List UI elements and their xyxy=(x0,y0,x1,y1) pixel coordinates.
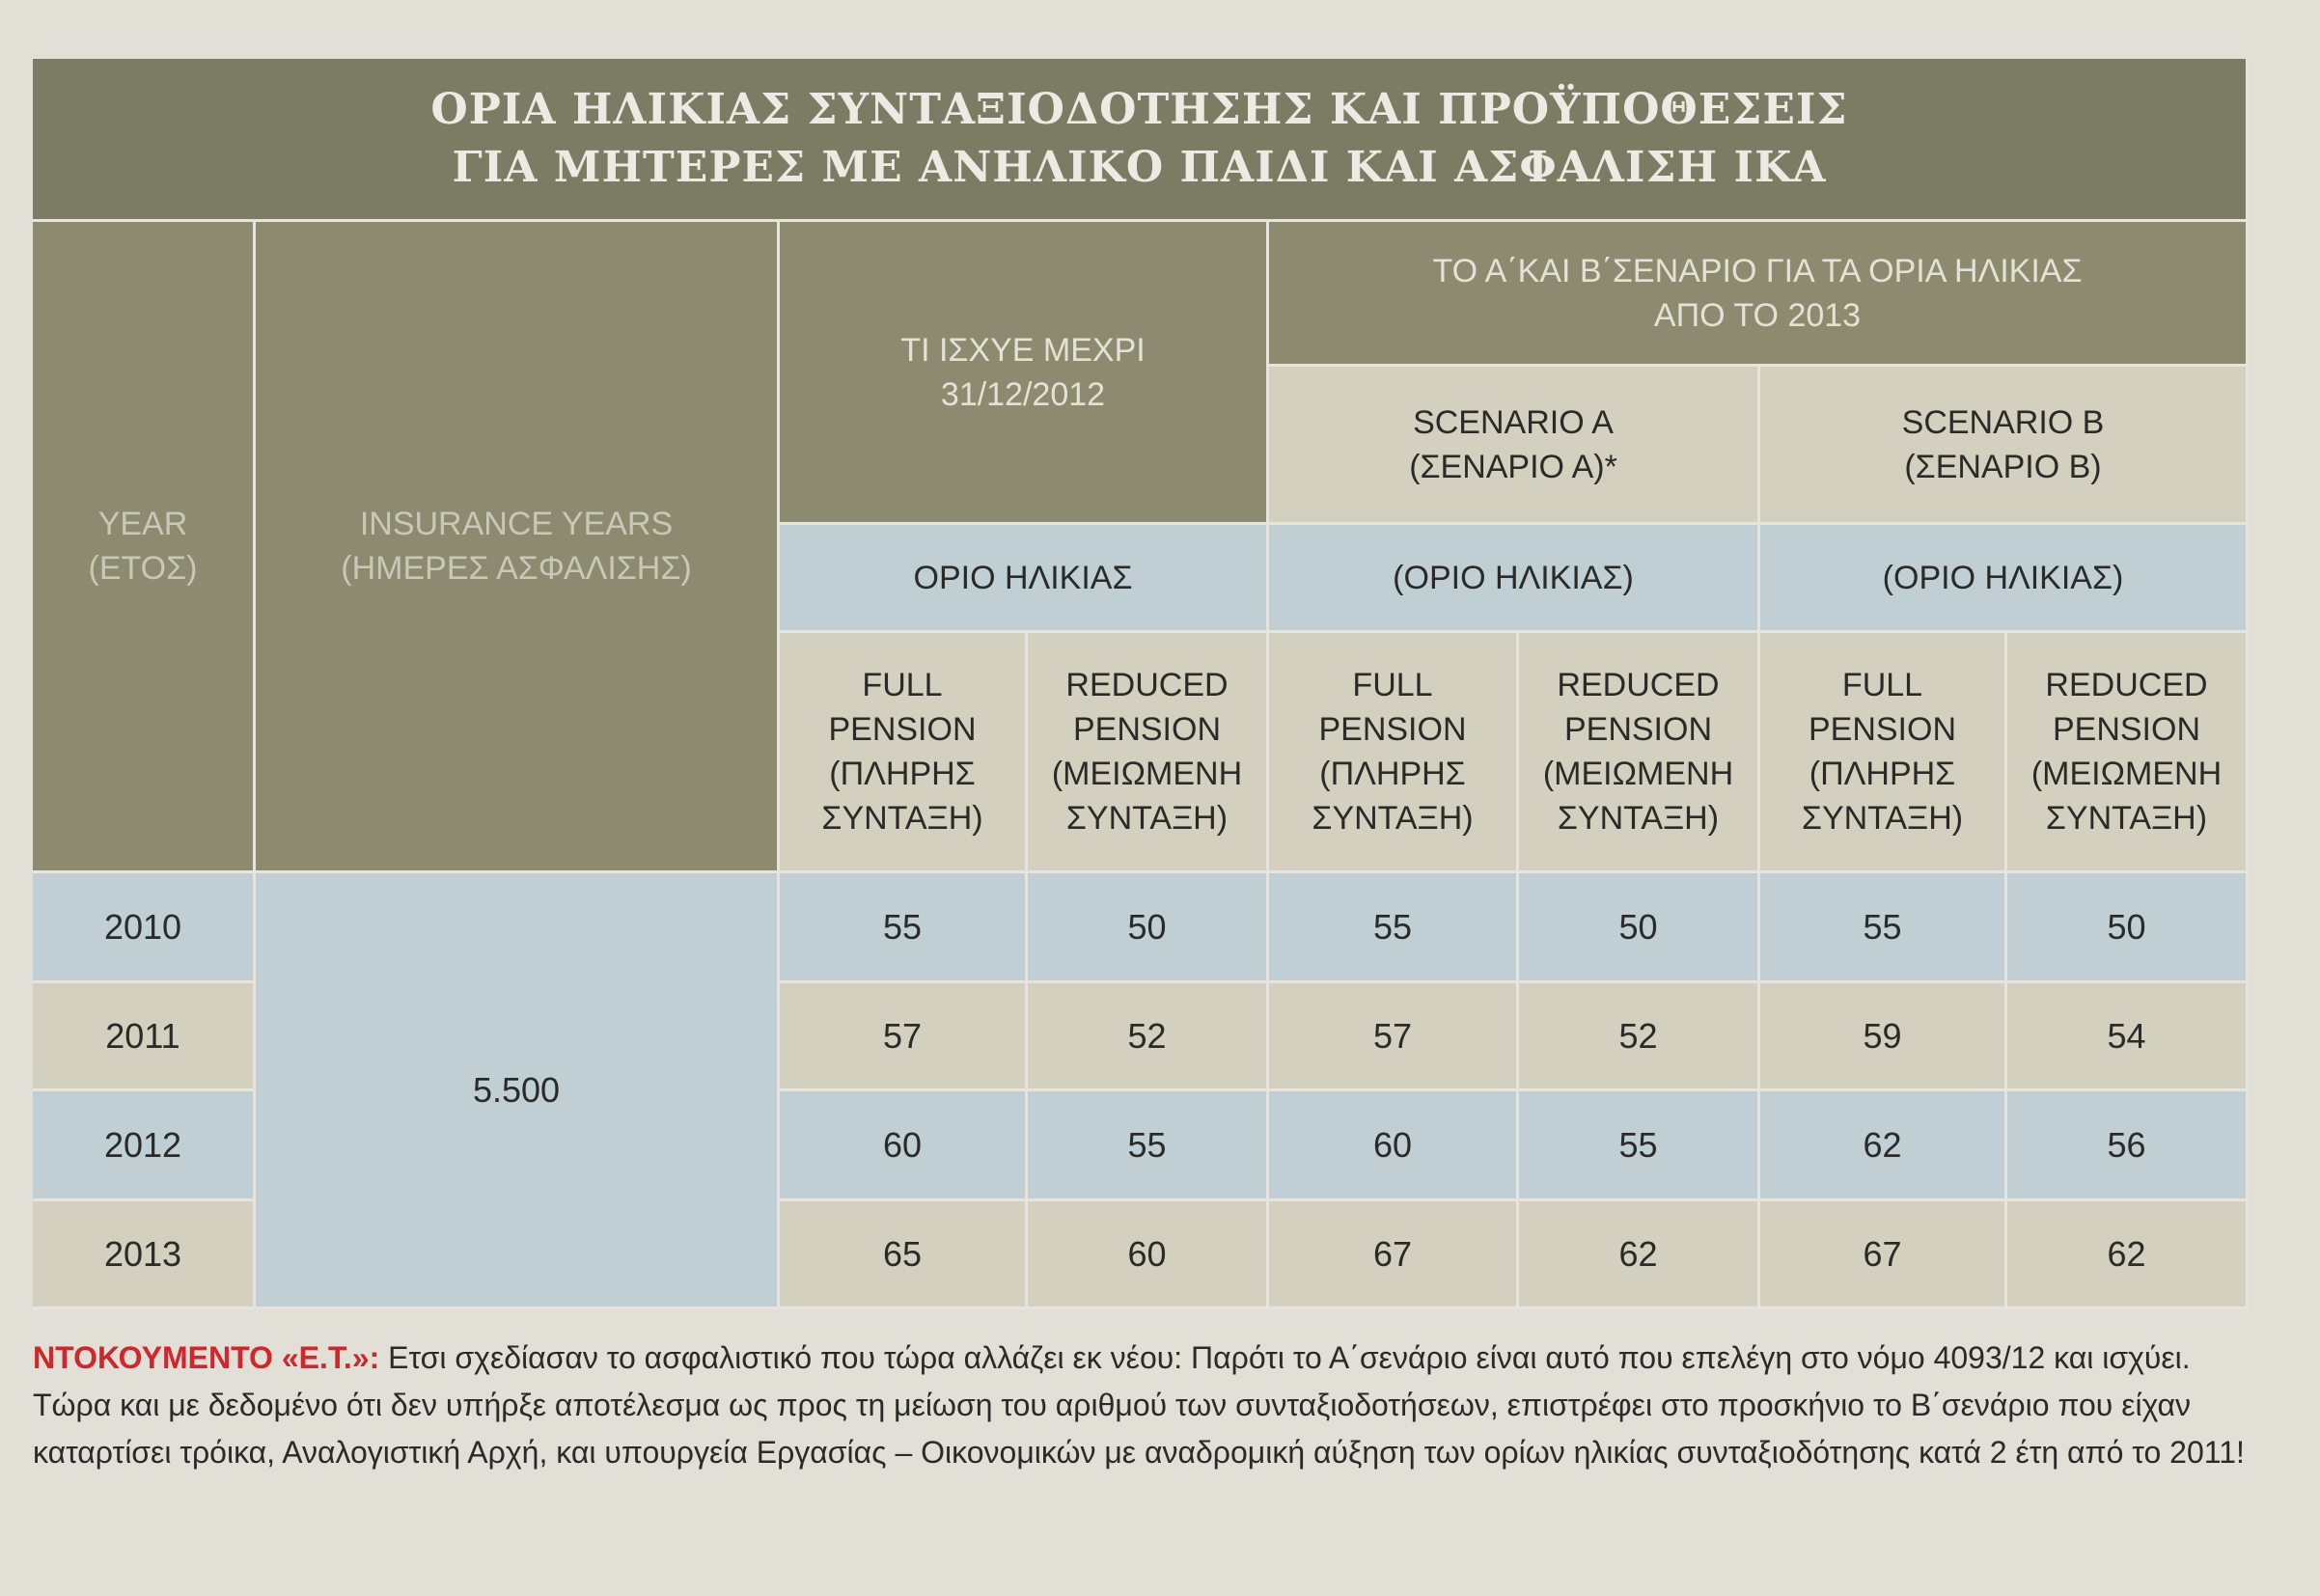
age-value-cell: 62 xyxy=(1519,1201,1760,1309)
header-year-gr: (ΕΤΟΣ) xyxy=(88,550,198,587)
year-cell: 2013 xyxy=(33,1201,256,1309)
header-line: ΣΥΝΤΑΞΗ) xyxy=(1801,800,1964,837)
age-limit-b xyxy=(1760,525,2249,633)
age-value-cell: 60 xyxy=(1028,1201,1269,1309)
header-scenarios-line2: ΑΠΟ ΤΟ 2013 xyxy=(1653,296,1862,334)
age-value-cell: 67 xyxy=(1760,1201,2007,1309)
header-scenario-b xyxy=(1760,367,2249,525)
age-value-cell: 57 xyxy=(780,983,1028,1091)
insurance-value-text: 5.500 xyxy=(472,1069,561,1110)
header-line: PENSION xyxy=(1808,711,1957,748)
header-line: ΣΥΝΤΑΞΗ) xyxy=(1065,800,1229,837)
header-line: FULL xyxy=(1841,667,1923,703)
age-value-cell: 50 xyxy=(1519,873,1760,983)
age-value-cell: 50 xyxy=(2007,873,2249,983)
header-line: ΣΥΝΤΑΞΗ) xyxy=(821,800,983,837)
age-limit-label: (ΟΡΙΟ ΗΛΙΚΙΑΣ) xyxy=(1393,559,1634,596)
header-line: REDUCED xyxy=(1065,667,1229,703)
header-insurance-en: INSURANCE YEARS xyxy=(359,506,674,542)
header-line: (ΜΕΙΩΜΕΝΗ xyxy=(1051,756,1243,792)
header-line: REDUCED xyxy=(2045,667,2208,703)
header-full-pension xyxy=(1760,633,2007,873)
age-limit-label: (ΟΡΙΟ ΗΛΙΚΙΑΣ) xyxy=(1882,559,2124,596)
insurance-years-value xyxy=(256,873,780,1309)
age-value-cell: 56 xyxy=(2007,1091,2249,1201)
header-line: REDUCED xyxy=(1557,667,1720,703)
header-scenarios-line1: ΤΟ Α΄ΚΑΙ Β΄ΣΕΝΑΡΙΟ ΓΙΑ ΤΑ ΟΡΙΑ ΗΛΙΚΙΑΣ xyxy=(1432,252,2083,289)
age-value-cell: 52 xyxy=(1028,983,1269,1091)
year-cell: 2010 xyxy=(33,873,256,983)
age-value-cell: 55 xyxy=(780,873,1028,983)
age-value-cell: 67 xyxy=(1269,1201,1519,1309)
header-line: PENSION xyxy=(1318,711,1467,748)
header-line: PENSION xyxy=(1072,711,1222,748)
header-reduced-pension xyxy=(2007,633,2249,873)
header-line: ΣΥΝΤΑΞΗ) xyxy=(1557,800,1720,837)
header-until-2012 xyxy=(780,222,1269,525)
header-line: (ΠΛΗΡΗΣ xyxy=(1319,756,1466,792)
scenario-b-gr: (ΣΕΝΑΡΙΟ Β) xyxy=(1904,448,2102,485)
age-value-cell: 60 xyxy=(780,1091,1028,1201)
header-line: ΣΥΝΤΑΞΗ) xyxy=(2045,800,2208,837)
header-line: (ΜΕΙΩΜΕΝΗ xyxy=(1542,756,1734,792)
scenario-a-en: SCENARIO A xyxy=(1413,403,1614,441)
header-line: PENSION xyxy=(2052,711,2201,748)
title-line-1: ΟΡΙΑ ΗΛΙΚΙΑΣ ΣΥΝΤΑΞΙΟΔΟΤΗΣΗΣ ΚΑΙ ΠΡΟΫΠΟΘΕΣΕΙΣ xyxy=(430,85,1848,134)
age-limit-label: ΟΡΙΟ ΗΛΙΚΙΑΣ xyxy=(913,559,1133,596)
header-scenarios xyxy=(1269,222,2249,367)
age-value-cell: 52 xyxy=(1519,983,1760,1091)
header-line: ΣΥΝΤΑΞΗ) xyxy=(1312,800,1474,837)
header-line: FULL xyxy=(1352,667,1433,703)
header-reduced-pension xyxy=(1028,633,1269,873)
header-line: (ΜΕΙΩΜΕΝΗ xyxy=(2030,756,2223,792)
age-value-cell: 62 xyxy=(1760,1091,2007,1201)
age-value-cell: 55 xyxy=(1269,873,1519,983)
header-until-line1: ΤΙ ΙΣΧΥΕ ΜΕΧΡΙ xyxy=(900,331,1146,369)
age-value-cell: 57 xyxy=(1269,983,1519,1091)
caption xyxy=(33,1335,2249,1476)
age-value-cell: 59 xyxy=(1760,983,2007,1091)
age-value-cell: 65 xyxy=(780,1201,1028,1309)
header-insurance xyxy=(256,222,780,873)
age-value-cell: 50 xyxy=(1028,873,1269,983)
age-value-cell: 55 xyxy=(1760,873,2007,983)
header-year xyxy=(33,222,256,873)
age-value-cell: 55 xyxy=(1519,1091,1760,1201)
header-line: (ΠΛΗΡΗΣ xyxy=(1809,756,1956,792)
header-insurance-gr: (ΗΜΕΡΕΣ ΑΣΦΑΛΙΣΗΣ) xyxy=(341,550,692,587)
header-line: FULL xyxy=(862,667,943,703)
year-cell: 2011 xyxy=(33,983,256,1091)
scenario-a-gr: (ΣΕΝΑΡΙΟ Α)* xyxy=(1409,448,1617,485)
age-value-cell: 54 xyxy=(2007,983,2249,1091)
header-line: PENSION xyxy=(828,711,977,748)
title-line-2: ΓΙΑ ΜΗΤΕΡΕΣ ΜΕ ΑΝΗΛΙΚΟ ΠΑΙΔΙ ΚΑΙ ΑΣΦΑΛΙΣΗ ΙΚΑ xyxy=(452,143,1827,192)
age-value-cell: 60 xyxy=(1269,1091,1519,1201)
age-limit-current xyxy=(780,525,1269,633)
caption-label: ΝΤΟΚΟΥΜΕΝΤΟ «Ε.Τ.»: xyxy=(33,1340,380,1375)
header-scenario-a xyxy=(1269,367,1760,525)
caption-text: Ετσι σχεδίασαν το ασφαλιστικό που τώρα αλλάζει εκ νέου: Παρότι το Α΄σενάριο είναι αυτό που επελέγη στο νόμο 4093/12 και ισχύει. Τώρα και με δεδομένο ότι δεν υπήρξε αποτέλεσμα ως προς τη μείωση του αριθμού των συνταξιοδοτήσεων, επιστρέφει στο προσκήνιο το Β΄σενάριο που είχαν καταρτίσει τρόικα, Αναλογιστική Αρχή, και υπουργεία Εργασίας – Οικονομικών με αναδρομική αύξηση των ορίων ηλικίας συνταξιοδότησης κατά 2 έτη από το 2011! xyxy=(33,1340,2245,1470)
age-value-cell: 62 xyxy=(2007,1201,2249,1309)
age-limit-a xyxy=(1269,525,1760,633)
scenario-b-en: SCENARIO B xyxy=(1901,403,2105,441)
header-year-en: YEAR xyxy=(97,506,188,542)
age-value-cell: 55 xyxy=(1028,1091,1269,1201)
header-reduced-pension xyxy=(1519,633,1760,873)
header-until-line2: 31/12/2012 xyxy=(940,375,1106,413)
year-cell: 2012 xyxy=(33,1091,256,1201)
header-full-pension xyxy=(1269,633,1519,873)
header-full-pension xyxy=(780,633,1028,873)
header-line: PENSION xyxy=(1563,711,1713,748)
header-line: (ΠΛΗΡΗΣ xyxy=(829,756,976,792)
table-title xyxy=(33,59,2249,222)
